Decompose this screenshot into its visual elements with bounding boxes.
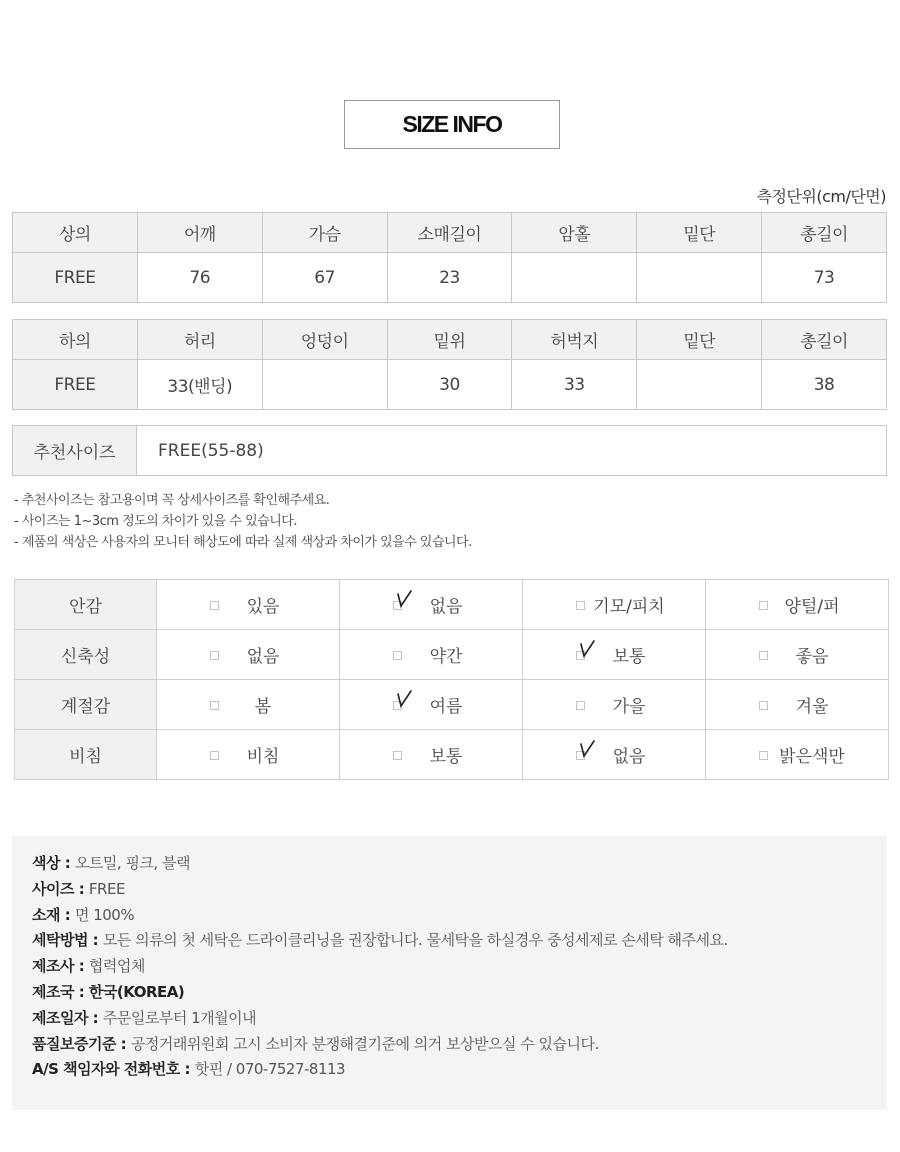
feature-option [706, 630, 889, 680]
option-label: 좋음 [795, 647, 829, 667]
header-cell: 밑단 [637, 213, 762, 253]
feature-row [15, 630, 889, 680]
option-label: 있음 [246, 597, 280, 617]
value-cell [637, 360, 762, 410]
value-cell [512, 253, 637, 303]
header-cell: 엉덩이 [262, 320, 387, 360]
checkbox [759, 701, 768, 710]
header-cell: 총길이 [762, 213, 887, 253]
option-label: 보통 [429, 747, 463, 767]
value-cell: FREE [13, 253, 138, 303]
table-header-row [13, 320, 887, 360]
checkmark-icon [579, 638, 599, 660]
option-label: 겨울 [795, 697, 829, 717]
feature-option [340, 680, 523, 730]
option-label: 가을 [612, 697, 646, 717]
value-cell: 33 [512, 360, 637, 410]
feature-option [706, 580, 889, 630]
recommended-size-row [12, 425, 887, 476]
feature-option [340, 730, 523, 780]
feature-option [523, 730, 706, 780]
value-cell: 30 [387, 360, 512, 410]
header-cell: 가슴 [262, 213, 387, 253]
header-cell: 하의 [13, 320, 138, 360]
value-cell [262, 360, 387, 410]
checkbox [210, 701, 219, 710]
option-label: 양털/퍼 [784, 597, 840, 617]
measurement-unit: 측정단위(cm/단면) [756, 187, 886, 206]
feature-row [15, 580, 889, 630]
header-cell: 상의 [13, 213, 138, 253]
note-line: - 추천사이즈는 참고용이며 꼭 상세사이즈를 확인해주세요. [14, 493, 330, 508]
table-row [13, 253, 887, 303]
option-label: 없음 [612, 747, 646, 767]
header-cell: 허리 [137, 320, 262, 360]
option-label: 기모/피치 [593, 597, 665, 617]
info-color: 색상 : 오트밀, 핑크, 블랙 [32, 854, 190, 872]
value-cell: 73 [762, 253, 887, 303]
feature-option [157, 680, 340, 730]
checkbox [759, 751, 768, 760]
table-header-row [13, 213, 887, 253]
checkmark-icon [579, 738, 599, 760]
header-cell: 허벅지 [512, 320, 637, 360]
info-quality: 품질보증기준 : 공정거래위원회 고시 소비자 분쟁해결기준에 의거 보상받으실 수 있습니다. [32, 1034, 599, 1053]
feature-option [157, 730, 340, 780]
checkbox [210, 751, 219, 760]
feature-row [15, 680, 889, 730]
table-row [13, 360, 887, 410]
checkmark-icon [396, 588, 416, 610]
checkbox [759, 601, 768, 610]
recommended-size-value: FREE(55-88) [158, 440, 264, 461]
feature-option [340, 580, 523, 630]
checkbox [393, 651, 402, 660]
info-size: 사이즈 : FREE [32, 879, 125, 898]
feature-row [15, 730, 889, 780]
value-cell: 33(밴딩) [137, 360, 262, 410]
feature-option [157, 630, 340, 680]
feature-option [157, 580, 340, 630]
info-country: 제조국 : 한국(KOREA) [32, 982, 185, 1001]
value-cell: FREE [13, 360, 138, 410]
size-notes [14, 490, 472, 553]
feature-label: 안감 [15, 580, 157, 630]
checkbox [576, 601, 585, 610]
product-info-box [12, 836, 887, 1110]
header-cell: 어깨 [137, 213, 262, 253]
header-cell: 소매길이 [387, 213, 512, 253]
value-cell: 23 [387, 253, 512, 303]
info-as: A/S 책임자와 전화번호 : 핫핀 / 070-7527-8113 [32, 1060, 346, 1079]
option-label: 없음 [246, 647, 280, 667]
value-cell [637, 253, 762, 303]
recommended-size-label: 추천사이즈 [13, 426, 137, 475]
header-cell: 밑단 [637, 320, 762, 360]
value-cell: 67 [262, 253, 387, 303]
feature-option [706, 730, 889, 780]
checkbox [393, 751, 402, 760]
feature-option [523, 680, 706, 730]
option-label: 여름 [429, 697, 463, 717]
feature-option [523, 630, 706, 680]
option-label: 약간 [429, 647, 463, 667]
feature-option [340, 630, 523, 680]
option-label: 없음 [429, 597, 463, 617]
info-wash: 세탁방법 : 모든 의류의 첫 세탁은 드라이클리닝을 권장합니다. 물세탁을 하실경우 중성세제로 손세탁 해주세요. [32, 931, 728, 950]
header-cell: 암홀 [512, 213, 637, 253]
feature-label: 비침 [15, 730, 157, 780]
checkbox [210, 651, 219, 660]
header-cell: 총길이 [762, 320, 887, 360]
option-label: 밝은색만 [779, 747, 845, 767]
feature-option [706, 680, 889, 730]
feature-table [14, 579, 889, 780]
feature-label: 신축성 [15, 630, 157, 680]
info-material: 소재 : 면 100% [32, 905, 135, 924]
size-info-title: SIZE INFO [344, 100, 560, 149]
feature-option [523, 580, 706, 630]
feature-label: 계절감 [15, 680, 157, 730]
option-label: 비침 [246, 747, 280, 767]
checkmark-icon [396, 688, 416, 710]
top-size-table [12, 212, 887, 303]
bottom-size-table [12, 319, 887, 410]
note-line: - 사이즈는 1~3cm 정도의 차이가 있을 수 있습니다. [14, 514, 297, 529]
value-cell: 76 [137, 253, 262, 303]
checkbox [210, 601, 219, 610]
checkbox [759, 651, 768, 660]
option-label: 봄 [254, 697, 272, 717]
info-maker: 제조사 : 협력업체 [32, 957, 145, 976]
value-cell: 38 [762, 360, 887, 410]
header-cell: 밑위 [387, 320, 512, 360]
note-line: - 제품의 색상은 사용자의 모니터 해상도에 따라 실제 색상과 차이가 있을수 있습니다. [14, 535, 472, 550]
option-label: 보통 [612, 647, 646, 667]
checkbox [576, 701, 585, 710]
info-date: 제조일자 : 주문일로부터 1개월이내 [32, 1008, 257, 1027]
